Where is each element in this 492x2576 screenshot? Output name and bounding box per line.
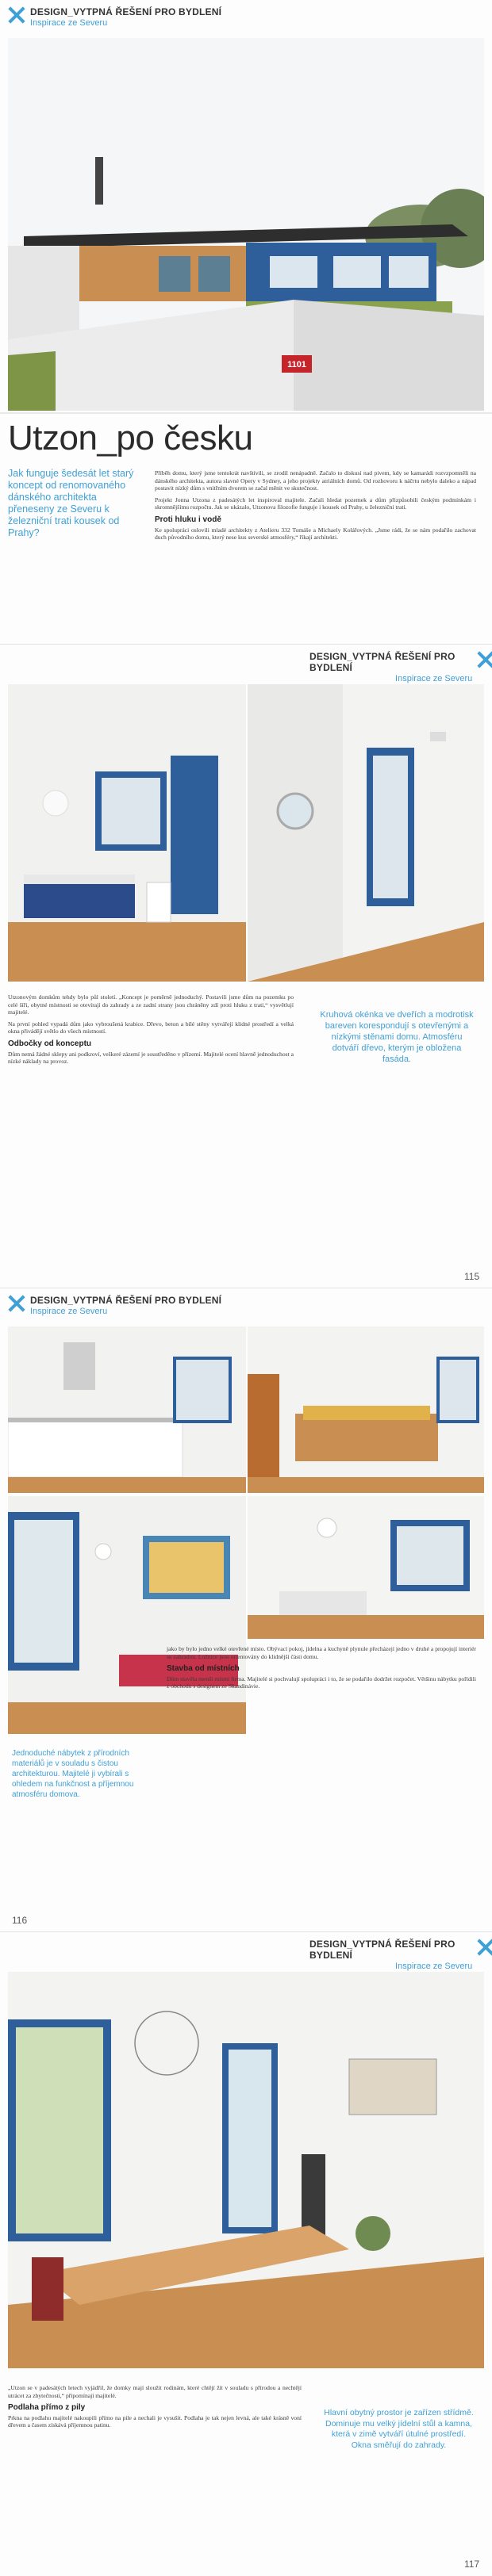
body-text (8, 2384, 302, 2433)
bedroom2-illustration (248, 1326, 484, 1493)
body-paragraph: Příběh domu, který jsme tentokrát navštívili, se zrodil nenápadně. Začalo to diskusí nad pivem, kdy se kamarádi rozvzpomněli na dánského architekta, autora slavné Opery v Sydney, a jeho projekty atriálních domů. Od rozhovoru k náčrtu nebylo daleko a nápad postavit nízký dům s vnitřním dvorem se začal měnit ve skutečnost. (155, 469, 476, 492)
x-logo-icon (8, 1295, 25, 1312)
living-room-illustration (8, 1496, 246, 1734)
living-room-photo (8, 1496, 246, 1734)
body-text (155, 469, 476, 545)
section-heading: Odbočky od konceptu (8, 1039, 92, 1048)
body-paragraph: Utzonovým domkům tehdy bylo půl století. „Koncept je poměrně jednoduchý. Postavili jsme dům na pozemku po celé šíři, obytné místnosti se otevírají do zahrady a ze zadní strany jsou chráněny zdí proti hluku z trati,“ vysvětlují majitelé. (8, 993, 294, 1016)
divider (0, 412, 492, 414)
dining-room-illustration (8, 1972, 484, 2368)
magazine-page-3 (0, 1288, 492, 1932)
caption-text: „Utzon se v padesátých letech vyjádřil, že domky mají sloužit rodinám, které chtějí žít v souladu s přírodou a nechtějí utrácet za zbytečnosti,“ připomínají majitelé. (8, 2384, 302, 2399)
section-heading: Stavba od místních (167, 1664, 240, 1674)
section-paragraph: Dům stavěla menší místní firma. Majitelé si pochvalují spolupráci i to, že se podařilo dodržet rozpočet. Většinu nábytku pořídili z obchodu s designem ze Skandinávie. (167, 1675, 476, 1690)
corridor-illustration (248, 684, 484, 982)
bedroom-illustration (8, 684, 246, 982)
section-paragraph: Ke spolupráci oslovili mladé architekty z Atelieru 332 Tomáše a Michaely Kolářových. „Jsme rádi, že se nám podařilo zachovat duch původního domu, který nese kus severské atmosféry,“ říkají architekti. (155, 526, 476, 542)
page-number: 116 (12, 1915, 28, 1926)
section-paragraph: Dům nemá žádné sklepy ani podkroví, veškeré zázemí je soustředěno v přízemí. Majitelé ocení hlavně jednoduchost a nízké náklady na provoz. (8, 1050, 294, 1066)
section-heading: Podlaha přímo z pily (8, 2403, 86, 2413)
header-title: DESIGN_VYTPNÁ ŘEŠENÍ PRO BYDLENÍ (309, 1939, 455, 1961)
header-title: DESIGN_VYTPNÁ ŘEŠENÍ PRO BYDLENÍ (309, 651, 455, 673)
kitchen-photo (8, 1326, 246, 1493)
hallway-photo (248, 1496, 484, 1639)
body-text (8, 993, 294, 1070)
house-illustration (8, 38, 484, 411)
section-header (8, 6, 221, 29)
pull-quote: Hlavní obytný prostor je zařízen střídmě. Dominuje mu velký jídelní stůl a kamna, která v zimě vytváří útulné prostředí. Okna směřují do zahrady. (324, 2408, 474, 2450)
house-exterior-photo (8, 38, 484, 411)
page-number: 117 (464, 2559, 480, 2570)
body-paragraph: jako by bylo jedno velké otevřené místo. Obývací pokoj, jídelna a kuchyně plynule přecházejí jedno v druhé a propojují interiér se zahradou. Ložnice jsou orientovány do klidnější části domu. (167, 1645, 476, 1660)
header-subtitle: Inspirace ze Severu (395, 674, 473, 683)
lead-text: Jak funguje šedesát let starý koncept od renomovaného dánského architekta přeneseny ze Severu k železniční trati kousek od Prahy? (8, 468, 134, 538)
header-subtitle: Inspirace ze Severu (30, 18, 108, 28)
house-number: 1101 (287, 360, 306, 369)
page-number: 115 (464, 1271, 480, 1282)
header-title: DESIGN_VYTPNÁ ŘEŠENÍ PRO BYDLENÍ (30, 6, 222, 17)
magazine-page-2 (0, 644, 492, 1288)
section-heading: Proti hluku i vodě (155, 515, 221, 524)
header-subtitle: Inspirace ze Severu (395, 1962, 473, 1971)
section-header (8, 1295, 221, 1317)
bedroom2-photo (248, 1326, 484, 1493)
headline: Utzon_po česku (8, 419, 253, 457)
magazine-page-4 (0, 1931, 492, 2576)
corridor-photo (248, 684, 484, 982)
magazine-page-1 (0, 0, 492, 644)
section-header (309, 651, 492, 684)
body-paragraph: Na první pohled vypadá dům jako vybroušená krabice. Dřevo, beton a bílé stěny vytvářejí klidné prostředí a velká okna přivádějí světlo do všech místností. (8, 1020, 294, 1035)
x-logo-icon (477, 651, 492, 668)
body-text (167, 1645, 476, 1694)
pull-quote: Jednoduché nábytek z přírodních materiálů je v souladu s čistou architekturou. Majitelé ji vybírali s ohledem na funkčnost a příjemnou atmosféru domova. (12, 1749, 134, 1799)
header-title: DESIGN_VYTPNÁ ŘEŠENÍ PRO BYDLENÍ (30, 1295, 222, 1306)
x-logo-icon (8, 6, 25, 24)
kitchen-illustration (8, 1326, 246, 1493)
section-header (309, 1939, 492, 1972)
header-subtitle: Inspirace ze Severu (30, 1307, 108, 1316)
section-paragraph: Prkna na podlahu majitelé nakoupili přímo na pile a nechali je vysušit. Podlaha je tak nejen levná, ale také krásně voní dřevem a časem získává příjemnou patinu. (8, 2413, 302, 2429)
dining-room-photo (8, 1972, 484, 2368)
x-logo-icon (477, 1939, 492, 1956)
hallway-illustration (248, 1496, 484, 1639)
body-paragraph: Projekt Jonna Utzona z padesátých let inspiroval majitele. Začali hledat pozemek a dům přizpůsobili českým podmínkám i skromnějšímu rozpočtu. Jak se ukázalo, Utzonova filozofie funguje i kousek od Prahy, u železniční trati. (155, 496, 476, 511)
pull-quote: Kruhová okénka ve dveřích a modrotisk bareven korespondují s otevřenými a nízkými stěnami domu. Atmosféru dotváří dřevo, kterým je obložena fasáda. (320, 1010, 474, 1064)
bedroom-photo (8, 684, 246, 982)
